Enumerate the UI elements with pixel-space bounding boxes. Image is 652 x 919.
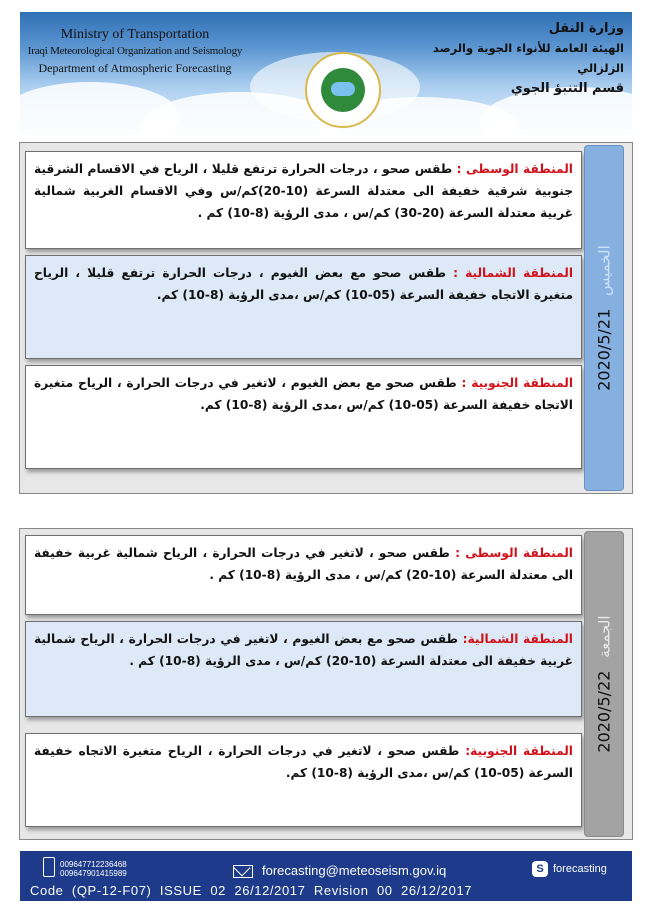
forecast-day-2 (19, 528, 633, 840)
region-box-north (25, 255, 582, 359)
ministry-name-ar: وزارة النقل (548, 21, 624, 36)
region-forecast: طقس صحو مع بعض الغيوم ، درجات الحرارة ترتفع قليلا ، الرياح متغيرة الاتجاه خفيفة السرعة (05-10) كم/س ،مدى الرؤية (8-10) كم. (34, 266, 573, 302)
phone-numbers (60, 860, 127, 878)
region-label: المنطقة الوسطى : (456, 162, 573, 176)
day-label (595, 245, 614, 391)
english-header (20, 26, 250, 77)
day-name: الخميس (595, 245, 614, 296)
region-box-central (25, 535, 582, 615)
day-name: الجمعة (595, 615, 614, 658)
day-sidebar (584, 145, 624, 491)
region-box-south (25, 733, 582, 827)
ministry-name-en: Ministry of Transportation (60, 27, 210, 42)
phone-number[interactable]: 009647901415989 (60, 869, 127, 878)
document-code: Code (QP-12-F07) ISSUE 02 26/12/2017 Revision 00 26/12/2017 (30, 883, 473, 898)
skype-icon: S (532, 861, 548, 877)
region-forecast: طقس صحو مع بعض الغيوم ، لاتغير في درجات الحرارة ، الرياح شمالية غربية خفيفة الى معتدلة السرعة (10-20) كم/س ، مدى الرؤية (8-10) كم . (34, 632, 573, 668)
department-name-en: Department of Atmospheric Forecasting (38, 61, 232, 75)
region-box-north (25, 621, 582, 717)
footer (20, 851, 632, 901)
day-label (595, 615, 614, 752)
forecast-day-1 (19, 142, 633, 494)
department-name-ar: قسم التنبؤ الجوي (510, 81, 624, 96)
day-sidebar (584, 531, 624, 837)
region-box-central (25, 151, 582, 249)
region-forecast: طقس صحو ، لاتغير في درجات الحرارة ، الرياح متغيرة الاتجاه خفيفة السرعة (05-10) كم/س ،مدى الرؤية (8-10) كم. (34, 744, 573, 780)
organization-logo (305, 52, 381, 128)
day-date: 2020/5/21 (594, 308, 614, 391)
region-label: المنطقة الوسطى : (455, 546, 573, 560)
email-link[interactable]: forecasting@meteoseism.gov.iq (262, 863, 447, 878)
day-date: 2020/5/22 (594, 670, 614, 753)
region-label: المنطقة الشمالية: (462, 632, 573, 646)
header-banner (20, 12, 632, 134)
region-forecast: طقس صحو مع بعض الغيوم ، لاتغير في درجات الحرارة ، الرياح متغيرة الاتجاه خفيفة السرعة (05-10) كم/س ،مدى الرؤية (8-10) كم. (34, 376, 573, 412)
organization-name-en: Iraqi Meteorological Organization and Seismology (27, 45, 243, 57)
region-label: المنطقة الجنوبية : (461, 376, 574, 390)
mail-icon (233, 865, 253, 878)
region-forecast: طقس صحو ، درجات الحرارة ترتفع قليلا ، الرياح في الاقسام الشرقية جنوبية شرقية خفيفة الى معتدلة السرعة (10-20)كم/س وفي الاقسام الغربية شمالية غربية معتدلة السرعة (20-30) كم/س ، مدى الرؤية (8-10) كم . (34, 162, 573, 220)
region-label: المنطقة الشمالية : (453, 266, 574, 280)
region-box-south (25, 365, 582, 469)
arabic-header (414, 20, 624, 100)
skype-handle[interactable]: forecasting (553, 863, 607, 875)
region-label: المنطقة الجنوبية: (465, 744, 573, 758)
organization-name-ar: الهيئة العامة للأنواء الجوية والرصد الزلزالي (432, 41, 624, 75)
phone-icon (43, 857, 55, 877)
phone-number[interactable]: 009647712236468 (60, 860, 127, 869)
region-forecast: طقس صحو ، لاتغير في درجات الحرارة ، الرياح شمالية غربية خفيفة الى معتدلة السرعة (10-20) كم/س ، مدى الرؤية (8-10) كم . (34, 546, 573, 582)
